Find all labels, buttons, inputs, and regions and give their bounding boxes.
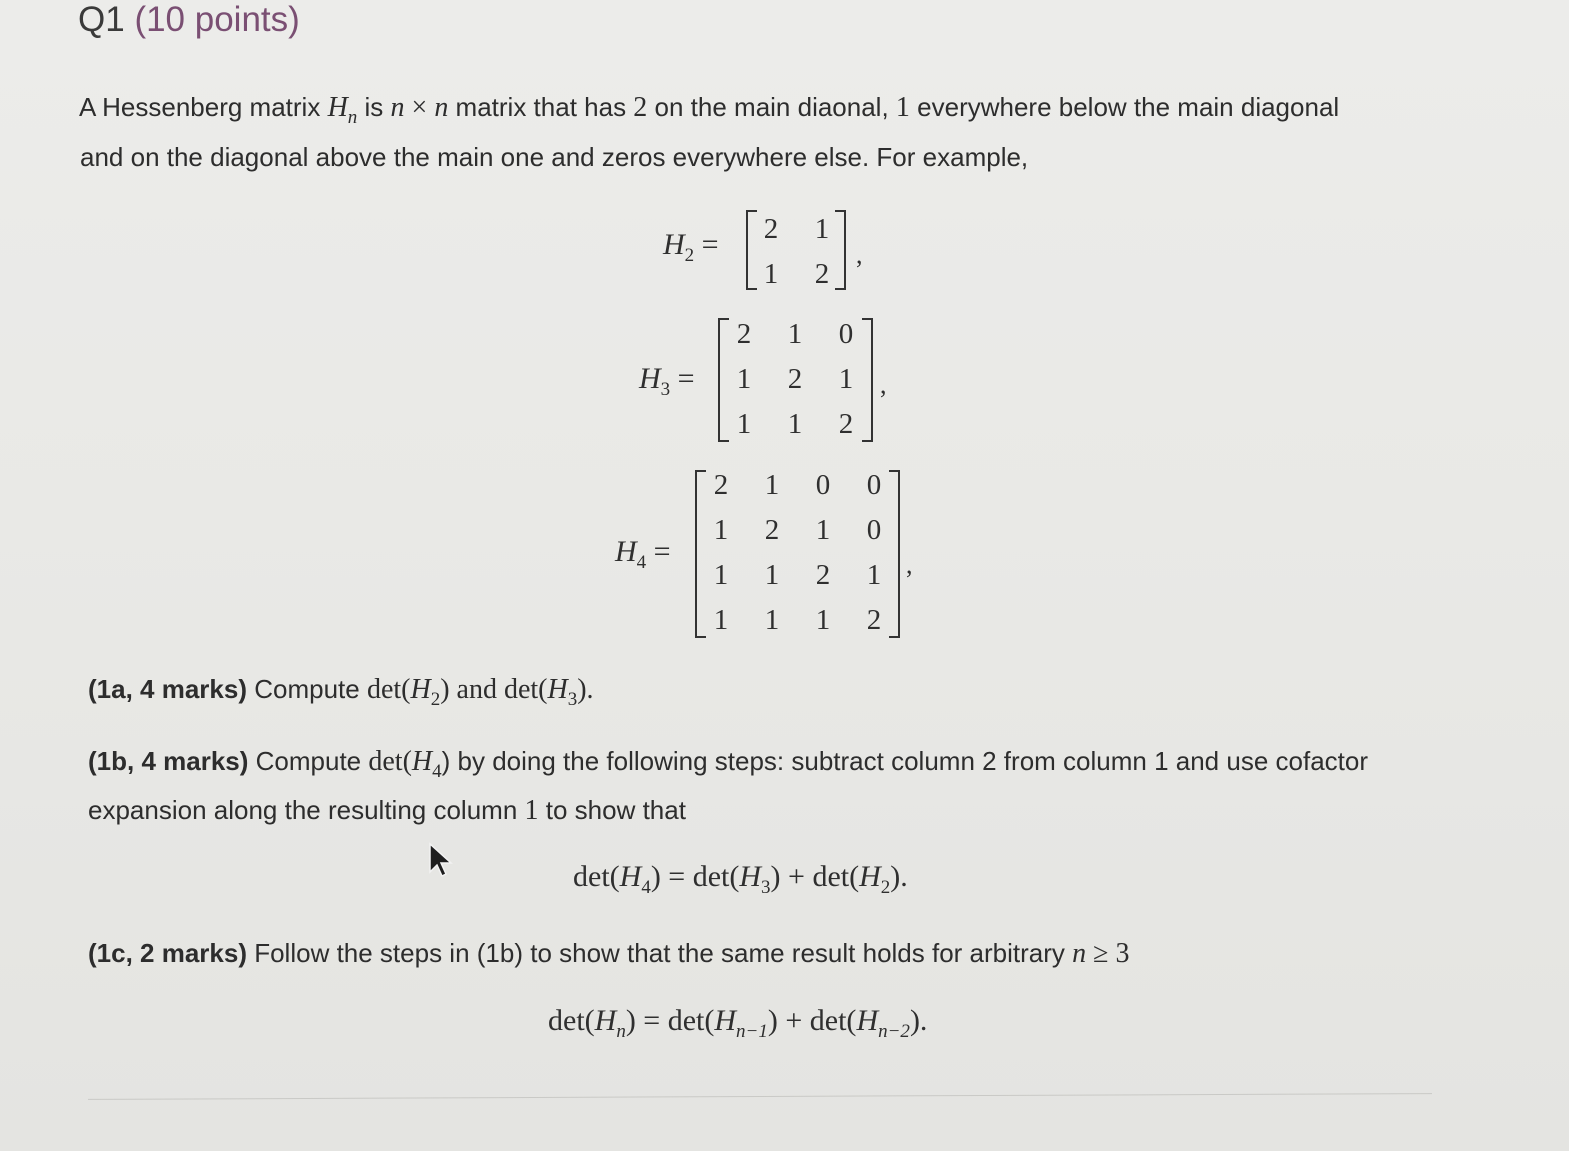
- matrix-cell: 1: [764, 559, 780, 591]
- equation-1b: $\det(H_4) = \det(H_3) + \det(H_2)$.: [573, 860, 908, 898]
- part-1a-label: (1a, 4 marks): [88, 674, 247, 704]
- h4-comma: ,: [906, 550, 913, 579]
- matrix-h2: [746, 210, 846, 290]
- matrix-cell: 2: [866, 604, 882, 636]
- bottom-divider: [88, 1093, 1432, 1100]
- part-1b: (1b, 4 marks) Compute $\det(H_4)$ by doing the following steps: subtract column 2 from column 1 and use cofactor: [88, 746, 1368, 782]
- part-1a: (1a, 4 marks) Compute $\det(H_2)$ and $\det(H_3)$.: [88, 674, 594, 710]
- matrix-cell: 0: [838, 318, 854, 350]
- matrix-cell: 1: [838, 363, 854, 395]
- h2-label: $H_2$ =: [663, 228, 719, 266]
- matrix-cell: 1: [713, 514, 729, 546]
- part-1b-label: (1b, 4 marks): [88, 746, 249, 776]
- matrix-cell: 0: [866, 514, 882, 546]
- matrix-cell: 1: [763, 258, 779, 290]
- question-label: Q1: [78, 0, 125, 39]
- h3-label: $H_3$ =: [639, 362, 695, 400]
- matrix-h3: [718, 318, 873, 442]
- matrix-cell: 2: [838, 408, 854, 440]
- part-1c-label: (1c, 2 marks): [88, 938, 247, 968]
- part-1c: (1c, 2 marks) Follow the steps in (1b) to show that the same result holds for arbitrary n ≥ 3: [88, 938, 1130, 969]
- matrix-cell: 0: [866, 469, 882, 501]
- matrix-cell: 2: [815, 559, 831, 591]
- matrix-cell: 1: [815, 514, 831, 546]
- h3-comma: ,: [880, 370, 887, 399]
- matrix-cell: 2: [713, 469, 729, 501]
- matrix-cell: 1: [815, 604, 831, 636]
- matrix-cell: 2: [814, 258, 830, 290]
- matrix-cell: 1: [764, 469, 780, 501]
- part-1b-line-2: expansion along the resulting column 1 to show that: [88, 795, 686, 826]
- equation-1c: $\det(H_n) = \det(H_{n-1}) + \det(H_{n-2})$.: [548, 1004, 928, 1042]
- matrix-cell: 2: [763, 213, 779, 245]
- intro-line-2: and on the diagonal above the main one and zeros everywhere else. For example,: [80, 142, 1029, 172]
- question-points: (10 points): [134, 0, 300, 39]
- intro-line-1: A Hessenberg matrix $H_n$ is n × n matrix that has 2 on the main diaonal, 1 everywhere below the main diagonal: [79, 92, 1340, 128]
- h4-label: $H_4$ =: [615, 535, 671, 573]
- h2-comma: ,: [856, 240, 863, 269]
- matrix-cell: 1: [787, 408, 803, 440]
- matrix-cell: 1: [713, 559, 729, 591]
- matrix-cell: 1: [736, 408, 752, 440]
- matrix-cell: 1: [787, 318, 803, 350]
- mouse-pointer-icon: [428, 842, 454, 878]
- question-title: [78, 0, 300, 40]
- matrix-cell: 2: [736, 318, 752, 350]
- matrix-cell: 1: [736, 363, 752, 395]
- matrix-cell: 0: [815, 469, 831, 501]
- matrix-cell: 2: [787, 363, 803, 395]
- matrix-cell: 1: [713, 604, 729, 636]
- matrix-h4: [695, 470, 900, 638]
- matrix-cell: 1: [866, 559, 882, 591]
- matrix-cell: 1: [814, 213, 830, 245]
- matrix-cell: 1: [764, 604, 780, 636]
- matrix-cell: 2: [764, 514, 780, 546]
